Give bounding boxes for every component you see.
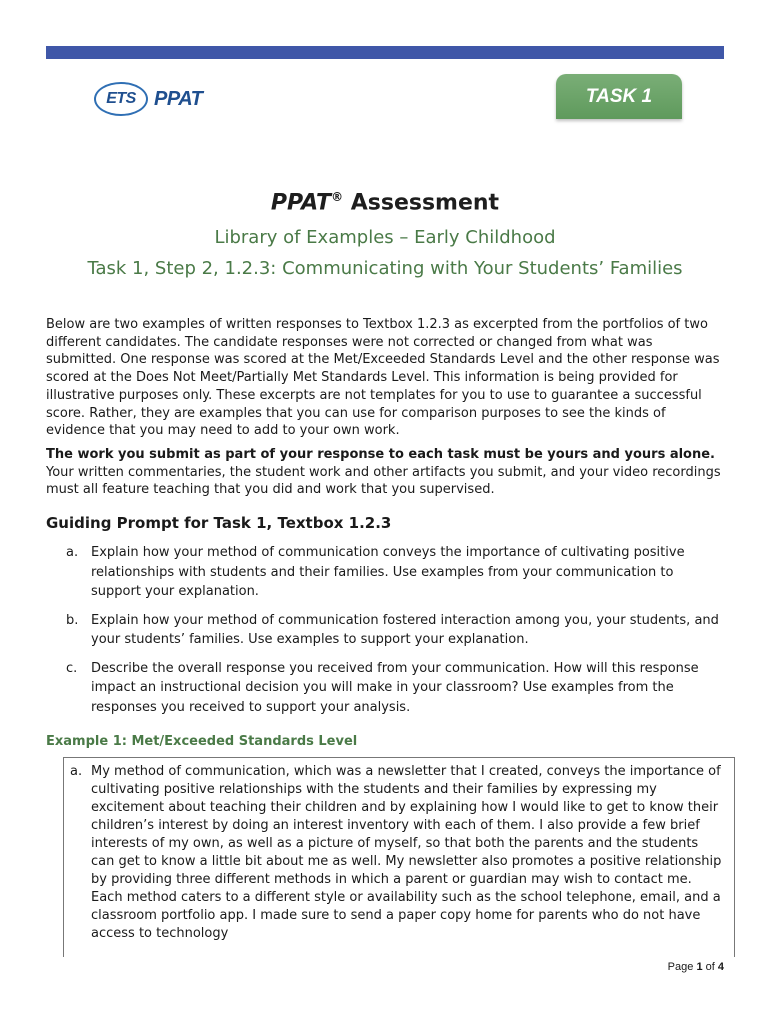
title-ppat: PPAT <box>270 190 332 216</box>
title-assessment: Assessment <box>343 190 500 216</box>
task-badge: TASK 1 <box>556 74 682 119</box>
response-text: My method of communication, which was a newsletter that I created, conveys the importance of cultivating positive relationships with the students and their families by expressing my excitement about teaching their children and by explaining how I would like to get to know their children’s interest by doing an interest inventory with each of them. I also provide a few brief interests of my own, as well as a picture of myself, so that both the parents and the students can get to know a little bit about me as well. My newsletter also promotes a positive relationship by providing three different methods in which a parent or guardian may wish to contact me. Each method caters to a different style or availability such as the school telephone, email, and a classroom portfolio app. I made sure to send a paper copy home for parents who do not have access to technology <box>91 764 722 941</box>
response-letter: a. <box>70 764 83 779</box>
ets-ppat-logo <box>94 79 202 119</box>
guiding-prompt-heading: Guiding Prompt for Task 1, Textbox 1.2.3 <box>46 514 392 532</box>
intro-paragraph: Below are two examples of written responses to Textbox 1.2.3 as excerpted from the portfolios of two different candidates. The candidate responses were not corrected or changed from what was submitted. One response was scored at the Met/Exceeded Standards Level and the other response was scored at the Does Not Meet/Partially Met Standards Level. This information is being provided for illustrative purposes only. These excerpts are not templates for you to use to guarantee a successful score. Rather, they are examples that you can use for comparison purposes to see the kinds of evidence that you may need to add to your own work. <box>46 317 720 439</box>
notice-rest: Your written commentaries, the student work and other artifacts you submit, and your video recordings must all feature teaching that you did and work that you supervised. <box>46 464 721 498</box>
title-block <box>46 190 724 282</box>
page-label: Page <box>667 961 694 973</box>
prompt-letter: b. <box>66 612 79 628</box>
notice-bold: The work you submit as part of your response to each task must be yours and yours alone. <box>46 447 715 462</box>
page-title <box>46 190 724 215</box>
prompt-text: Explain how your method of communication fostered interaction among you, your students, and your students’ families. Use examples to support your explanation. <box>91 612 719 647</box>
library-subtitle: Library of Examples – Early Childhood <box>214 227 556 249</box>
of-label: of <box>705 961 715 973</box>
example-response-item <box>70 763 724 943</box>
prompt-text: Explain how your method of communication conveys the importance of cultivating positive relationships with students and their families. Use examples from your communication to support your explanation. <box>91 545 685 599</box>
header-bar <box>46 46 724 59</box>
prompt-letter: a. <box>66 545 79 560</box>
page-total: 4 <box>717 961 724 973</box>
guiding-prompt-list <box>66 543 726 726</box>
page-number <box>668 961 724 973</box>
page-current: 1 <box>696 961 703 973</box>
prompt-item <box>66 543 726 602</box>
example-1-response-box <box>63 757 735 957</box>
prompt-item <box>66 611 726 650</box>
ets-logo: ETS <box>94 82 148 116</box>
example-1-heading: Example 1: Met/Exceeded Standards Level <box>46 734 358 749</box>
prompt-item <box>66 659 726 718</box>
task-step-title: Task 1, Step 2, 1.2.3: Communicating with Your Students’ Families <box>87 258 683 280</box>
registered-mark: ® <box>331 190 344 204</box>
prompt-letter: c. <box>66 660 78 676</box>
ppat-logo-text: PPAT <box>154 87 203 110</box>
ownership-notice <box>46 446 726 499</box>
prompt-text: Describe the overall response you received from your communication. How will this response impact an instructional decision you will make in your classroom? Use examples from the responses you received to support your analysis. <box>91 660 699 715</box>
